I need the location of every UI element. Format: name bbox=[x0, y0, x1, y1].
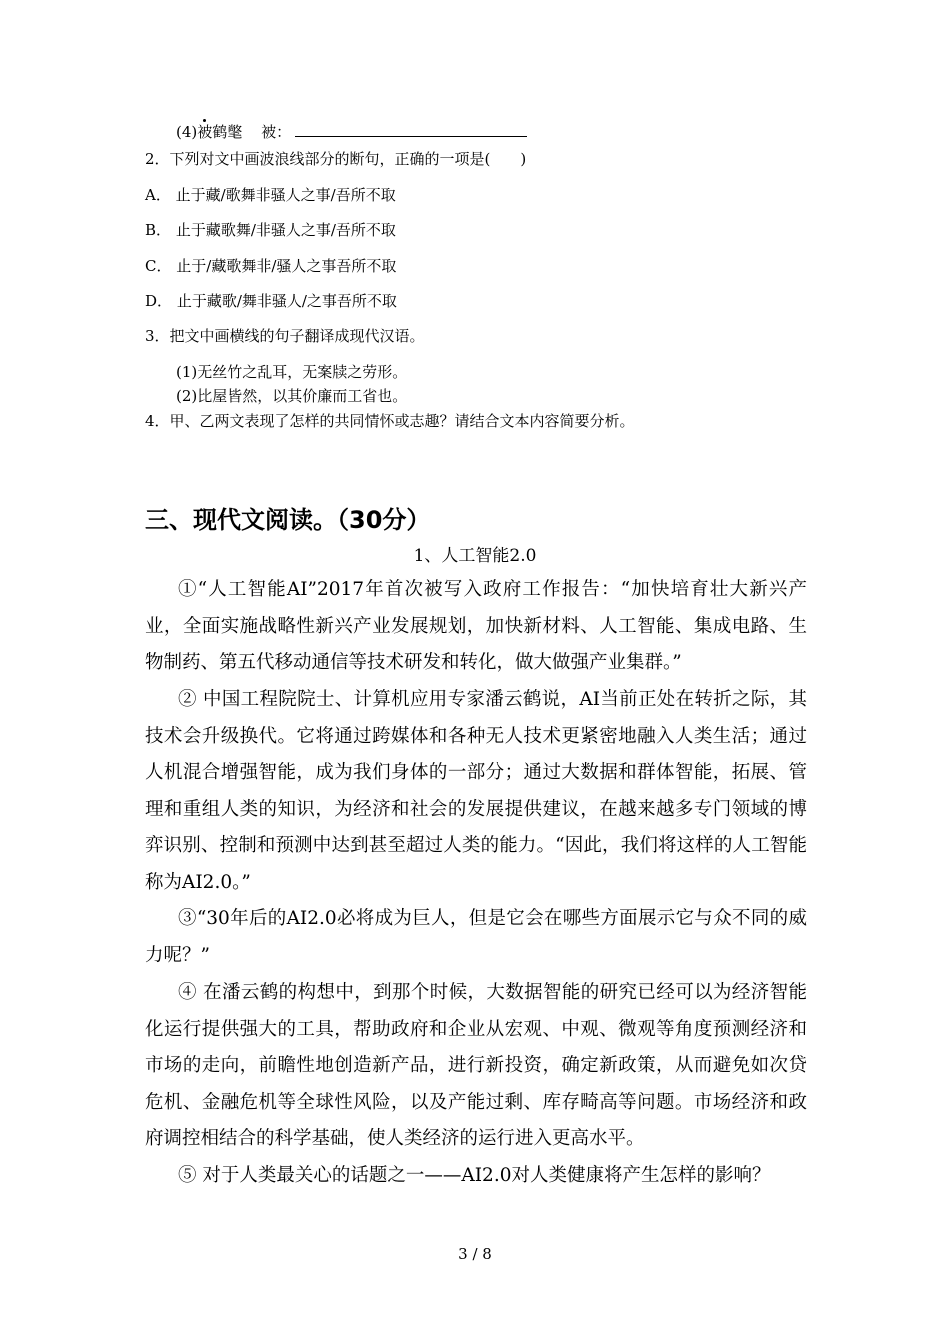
article-paragraph-1: ①“人工智能AI”2017年首次被写入政府工作报告：“加快培育壮大新兴产业，全面实施战略性新兴产业发展规划，加快新材料、人工智能、集成电路、生物制药、第五代移动通信等技术研发和转化，做大做强产业集群。” bbox=[145, 579, 807, 673]
option-text: 止于藏/歌舞非骚人之事/吾所不取 bbox=[175, 186, 396, 204]
article-paragraph-3: ③“30年后的AI2.0必将成为巨人，但是它会在哪些方面展示它与众不同的威力呢？” bbox=[145, 908, 807, 966]
q4-stem-text: 甲、乙两文表现了怎样的共同情怀或志趣？请结合文本内容简要分析。 bbox=[169, 412, 635, 430]
q3-stem-text: 把文中画横线的句子翻译成现代汉语。 bbox=[169, 327, 425, 345]
page-number: 3 / 8 bbox=[458, 1245, 492, 1263]
emphasis-dot-char: 被 bbox=[197, 123, 213, 141]
q4-number: 4． bbox=[145, 412, 170, 430]
q2-option-b[interactable] bbox=[145, 220, 396, 240]
q2-option-a[interactable] bbox=[145, 185, 396, 205]
q1-item-4-prefix: (4) bbox=[176, 123, 198, 141]
article-title: 1、人工智能2.0 bbox=[413, 546, 537, 566]
option-text: 止于/藏歌舞非/骚人之事吾所不取 bbox=[176, 257, 397, 275]
q3-number: 3． bbox=[145, 327, 170, 345]
q1-item-4-target: 被： bbox=[261, 123, 292, 141]
q2-stem bbox=[145, 149, 526, 169]
option-letter: C． bbox=[145, 257, 172, 275]
q3-stem bbox=[145, 326, 425, 346]
option-text: 止于藏歌/舞非骚人/之事吾所不取 bbox=[176, 292, 397, 310]
section-heading: 三、现代文阅读。（30分） bbox=[145, 506, 431, 534]
option-letter: A． bbox=[145, 186, 171, 204]
q1-item-4-word bbox=[197, 123, 242, 141]
article-paragraph-2: ② 中国工程院院士、计算机应用专家潘云鹤说，AI当前正处在转折之际，其技术会升级换代。它将通过跨媒体和各种无人技术更紧密地融入人类生活；通过人机混合增强智能，成为我们身体的一部分；通过大数据和群体智能，拓展、管理和重组人类的知识，为经济和社会的发展提供建议，在越来越多专门领域的博弈识别、控制和预测中达到甚至超过人类的能力。“因此，我们将这样的人工智能称为AI2.0。” bbox=[145, 689, 807, 893]
q1-item-4 bbox=[176, 122, 527, 142]
option-letter: D． bbox=[145, 292, 173, 310]
q3-item-1: (1)无丝竹之乱耳，无案牍之劳形。 bbox=[176, 363, 408, 381]
q3-item-2: (2)比屋皆然，以其价廉而工省也。 bbox=[176, 387, 408, 405]
article-paragraph-4: ④ 在潘云鹤的构想中，到那个时候，大数据智能的研究已经可以为经济智能化运行提供强大的工具，帮助政府和企业从宏观、中观、微观等角度预测经济和市场的走向，前瞻性地创造新产品，进行新投资，确定新政策，从而避免如次贷危机、金融危机等全球性风险，以及产能过剩、库存畸高等问题。市场经济和政府调控相结合的科学基础，使人类经济的运行进入更高水平。 bbox=[145, 982, 807, 1149]
q2-option-c[interactable] bbox=[145, 256, 396, 276]
q2-number: 2． bbox=[145, 150, 170, 168]
option-letter: B． bbox=[145, 221, 172, 239]
article-paragraph-5: ⑤ 对于人类最关心的话题之一——AI2.0对人类健康将产生怎样的影响？ bbox=[178, 1165, 771, 1186]
q1-item-4-word-rest: 鹤氅 bbox=[212, 123, 243, 141]
q2-option-d[interactable] bbox=[145, 291, 397, 311]
q4-stem bbox=[145, 411, 635, 431]
option-text: 止于藏歌舞/非骚人之事/吾所不取 bbox=[175, 221, 396, 239]
answer-blank[interactable] bbox=[295, 122, 527, 137]
q2-stem-text: 下列对文中画波浪线部分的断句，正确的一项是( ) bbox=[169, 150, 527, 168]
